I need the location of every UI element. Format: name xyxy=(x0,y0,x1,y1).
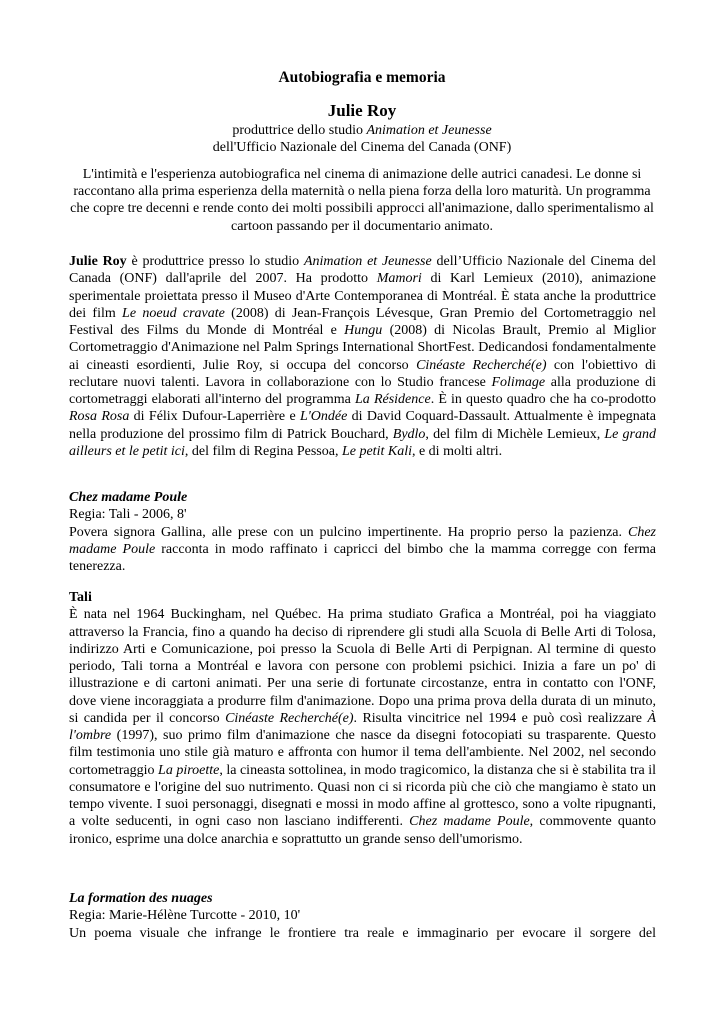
director-film-title: À l'ombre xyxy=(69,710,656,743)
document-title: Autobiografia e memoria xyxy=(278,69,446,86)
bio-text: di Félix Dufour-Laperrière e xyxy=(129,409,301,425)
director-contest: Cinéaste Recherché(e) xyxy=(225,710,354,726)
bio-text: con l'obiettivo di reclutare nuovi talenti. Lavora in collaborazione con lo Studio francese xyxy=(69,357,656,390)
film-synopsis xyxy=(69,524,656,576)
synopsis-film-title: Chez madame Poule xyxy=(69,524,656,557)
bio-text: di Karl Lemieux (2010), animazione sperimentale proiettata presso il Museo d'Arte Contemporanea di Montréal. È stata anche la produttrice dei film xyxy=(69,271,656,321)
film-title-text: Chez madame Poule xyxy=(69,490,188,505)
director-bio-text: , la cineasta sottolinea, in modo tragicomico, la distanza che si è stabilita tra il consumatore e l'origine del suo nutrimento. Quasi non ci si ricorda più che ciò che mangiamo è stato un tempo vivente. I suoi personaggi, disegnati e mossi in modo affine al grottesco, sono a volte ripugnanti, a volte seducenti, in ogni caso non lasciano indifferenti. xyxy=(69,762,656,830)
bio-studio: Folimage xyxy=(491,374,546,390)
role-studio: Animation et Jeunesse xyxy=(366,123,492,138)
bio-film-title: Le grand ailleurs et le petit ici xyxy=(69,426,656,459)
bio-text: (2008) di Nicolas Brault, Premio al Miglior Cortometraggio d'Animazione nel Palm Springs International ShortFest. Dedicandosi fondamentalmente ai cineasti esordienti, Julie Roy, si occupa del concorso xyxy=(69,323,657,373)
director-bio-text: (1997), suo primo film d'animazione che nasce da disegni fotocopiati su trasparente. Questo film testimonia uno stile già maturo e affronta con humor il tema dell'ambiente. Nel 2002, nel secondo cortometraggio xyxy=(69,728,656,778)
bio-film-title: Rosa Rosa xyxy=(69,409,130,425)
bio-text: , e di molti altri. xyxy=(411,443,503,459)
bio-program: La Résidence xyxy=(355,392,431,407)
bio-film-title: Le petit Kali xyxy=(341,443,412,459)
bio-film-title: Hungu xyxy=(344,323,383,338)
bio-paragraph xyxy=(69,253,656,460)
director-bio xyxy=(69,606,656,848)
bio-text: . È in questo quadro che ha co-prodotto xyxy=(430,392,656,407)
bio-text: dell’Ufficio Nazionale del Cinema del Canada (ONF) dall'aprile del 2007. Ha prodotto xyxy=(69,254,657,287)
document-header xyxy=(0,68,724,156)
film-synopsis: Un poema visuale che infrange le frontiere tra reale e immaginario per evocare il sorgere del xyxy=(69,925,656,941)
film-section-la-formation-des-nuages xyxy=(69,890,656,942)
intro-paragraph: L'intimità e l'esperienza autobiografica nel cinema di animazione delle autrici canadesi. Le donne si raccontano alla prima esperienza della maternità o nella piena forza della loro maturità. Un programma che copre tre decenni e rende conto dei molti possibili approcci all'animazione, dallo sperimentalismo al cartoon passando per il documentario animato. xyxy=(70,167,654,234)
role-prefix: produttrice dello studio xyxy=(232,123,367,138)
bio-text: alla produzione di cortometraggi elaborati all'interno del programma xyxy=(69,374,656,407)
bio-text: , del film di Michèle Lemieux, xyxy=(425,426,605,442)
bio-film-title: L'Ondée xyxy=(300,409,348,425)
bio-film-title: Mamori xyxy=(376,271,422,287)
author-organization: dell'Ufficio Nazionale del Cinema del Canada (ONF) xyxy=(212,140,512,155)
synopsis-text: Povera signora Gallina, alle prese con un pulcino impertinente. Ha proprio perso la pazienza. xyxy=(69,524,628,540)
film-section-chez-madame-poule xyxy=(69,489,656,575)
author-name: Julie Roy xyxy=(327,101,397,120)
film-title xyxy=(69,890,656,907)
bio-film-title: Bydlo xyxy=(392,426,426,442)
bio-contest: Cinéaste Recherché(e) xyxy=(416,357,547,373)
bio-film-title: Le noeud cravate xyxy=(122,305,225,321)
director-name: Tali xyxy=(69,590,92,605)
director-bio-text: È nata nel 1964 Buckingham, nel Québec. Ha prima studiato Grafica a Montréal, poi ha viaggiato attraverso la Francia, fino a quando ha deciso di riprendere gli studi alla Scuola di Belle Arti di Tolosa, indirizzo Arti e Comunicazione, poi presso la Scuola di Belle Arti di Perpignan. Al termine di questo periodo, Tali torna a Montréal e lavora con persone con problemi psichici. Inizia a fare un po' di illustrazione e di cartoni animati. Per una serie di fortunate circostanze, entra in contatto con l'ONF, dove viene incoraggiata a produrre film d'animazione. Dopo una prima prova della durata di un minuto, si candida per il concorso xyxy=(69,607,656,726)
director-bio-text: . Risulta vincitrice nel 1994 e può così realizzare xyxy=(353,710,648,726)
film-credits: Regia: Marie-Hélène Turcotte - 2010, 10' xyxy=(69,908,301,924)
author-role xyxy=(0,122,724,139)
film-title xyxy=(69,489,656,506)
director-bio-text: , commovente quanto ironico, esprime una dolce anarchia e soprattutto un grande senso dell'umorismo. xyxy=(69,814,656,847)
bio-text: (2008) di Jean-François Lévesque, Gran Premio del Cortometraggio nel Festival des Films du Monde di Montréal e xyxy=(69,305,656,338)
bio-text: , del film di Regina Pessoa, xyxy=(184,443,342,459)
synopsis-text: racconta in modo raffinato i capricci del bimbo che la mamma corregge con ferma tenerezza. xyxy=(69,541,656,574)
film-credits: Regia: Tali - 2006, 8' xyxy=(69,507,187,523)
bio-text: è produttrice presso lo studio xyxy=(126,254,304,269)
director-film-title: La piroette xyxy=(158,762,220,778)
film-title-text: La formation des nuages xyxy=(69,891,213,906)
bio-studio: Animation et Jeunesse xyxy=(303,254,432,269)
director-section-tali xyxy=(69,589,656,848)
director-film-title: Chez madame Poule xyxy=(409,814,530,830)
bio-name: Julie Roy xyxy=(69,254,127,269)
bio-text: di David Coquard-Dassault. Attualmente è impegnata nella produzione del prossimo film di Patrick Bouchard, xyxy=(69,409,657,442)
